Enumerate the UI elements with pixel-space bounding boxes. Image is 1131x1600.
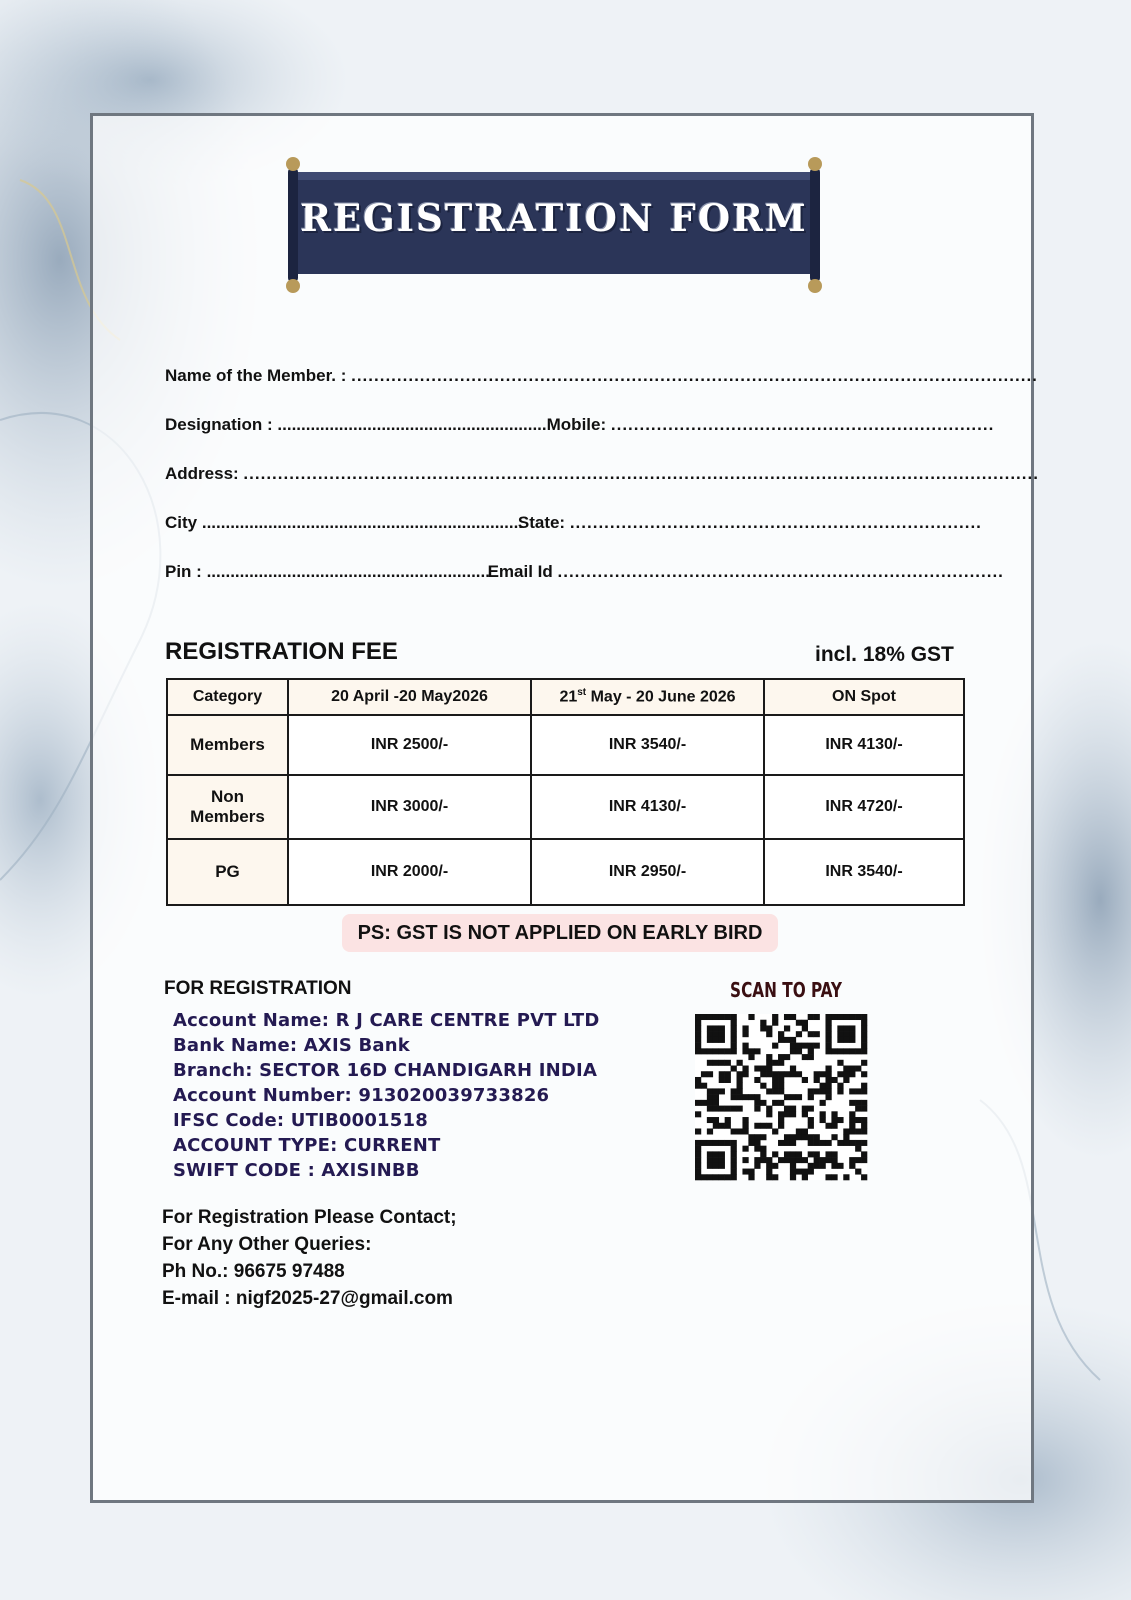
contact-email: E-mail : nigf2025-27@gmail.com [162, 1288, 453, 1309]
field-label: Mobile: [546, 415, 607, 434]
category-cell: Non Members [167, 775, 288, 839]
page-title: REGISTRATION FORM [300, 196, 808, 240]
header-category: Category [167, 679, 288, 715]
fee-cell: INR 2500/- [288, 715, 531, 775]
bank-swift: SWIFT CODE : AXISINBB [173, 1160, 420, 1181]
field-address[interactable] [165, 464, 1039, 484]
field-label: State: [517, 513, 566, 532]
bank-account-type: ACCOUNT TYPE: CURRENT [173, 1135, 441, 1156]
bank-details [173, 1008, 599, 1183]
table-row [167, 775, 964, 839]
field-label: Pin : [165, 562, 202, 581]
bank-name: Bank Name: AXIS Bank [173, 1035, 410, 1056]
header-early-bird: 20 April -20 May2026 [288, 679, 531, 715]
scan-to-pay-label: SCAN TO PAY [730, 978, 842, 1002]
fee-title: REGISTRATION FEE [165, 638, 398, 665]
fee-cell: INR 4720/- [764, 775, 964, 839]
contact-phone: Ph No.: 96675 97488 [162, 1261, 345, 1282]
field-dots: ........................................................................ [569, 513, 982, 532]
gst-note: incl. 18% GST [815, 643, 954, 666]
category-cell: Members [167, 715, 288, 775]
field-label: Address: [165, 464, 239, 483]
bank-branch: Branch: SECTOR 16D CHANDIGARH INDIA [173, 1060, 598, 1081]
field-pin-email[interactable] [165, 562, 1004, 582]
fee-cell: INR 2000/- [288, 839, 531, 905]
field-dots: .................................................................... [201, 513, 524, 532]
fee-cell: INR 3540/- [531, 715, 764, 775]
bank-account-name: Account Name: R J CARE CENTRE PVT LTD [173, 1010, 600, 1031]
bank-account-number: Account Number: 913020039733826 [173, 1085, 550, 1106]
field-dots: ................................................................... [610, 415, 995, 434]
fee-cell: INR 2950/- [531, 839, 764, 905]
field-dots: ......................................................... [277, 415, 547, 434]
field-dots: ........................................................................................................................................... [243, 464, 1039, 483]
fee-cell: INR 4130/- [764, 715, 964, 775]
bank-ifsc: IFSC Code: UTIB0001518 [173, 1110, 428, 1131]
field-label: City [165, 513, 198, 532]
registration-heading: FOR REGISTRATION [164, 978, 352, 999]
field-label: Name of the Member. : [165, 366, 347, 385]
field-dots: ........................................................................................................................ [351, 366, 1038, 385]
contact-info [162, 1204, 457, 1312]
field-dots: ............................................................ [206, 562, 490, 581]
contact-line: For Registration Please Contact; [162, 1207, 457, 1228]
field-city-state[interactable] [165, 513, 982, 533]
qr-code-icon[interactable] [695, 1014, 867, 1180]
category-cell: PG [167, 839, 288, 905]
fee-cell: INR 3000/- [288, 775, 531, 839]
header-regular: 21st May - 20 June 2026 [531, 679, 764, 715]
header-on-spot: ON Spot [764, 679, 964, 715]
ps-badge: PS: GST IS NOT APPLIED ON EARLY BIRD [342, 914, 778, 952]
table-row [167, 715, 964, 775]
field-member-name[interactable] [165, 366, 1038, 386]
fee-cell: INR 4130/- [531, 775, 764, 839]
field-dots: .............................................................................. [557, 562, 1004, 581]
fee-cell: INR 3540/- [764, 839, 964, 905]
field-label: Email Id [487, 562, 553, 581]
field-designation-mobile[interactable] [165, 415, 995, 435]
fee-table [166, 678, 965, 906]
table-row [167, 839, 964, 905]
field-label: Designation : [165, 415, 273, 434]
contact-line: For Any Other Queries: [162, 1234, 372, 1255]
